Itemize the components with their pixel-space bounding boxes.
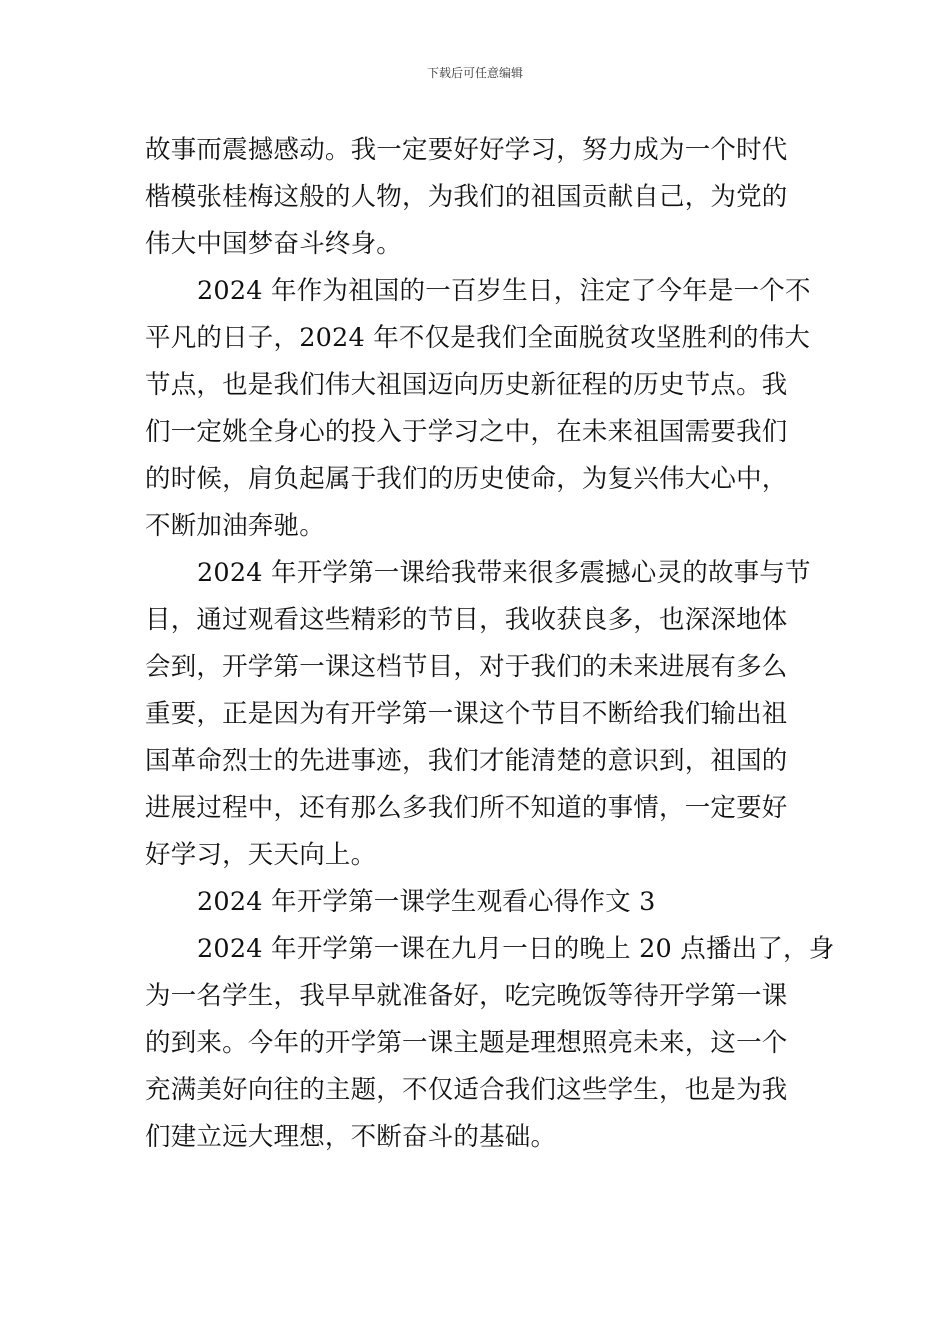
text-line: 故事而震撼感动。我一定要好好学习，努力成为一个时代 [145,135,788,165]
text-line: 不断加油奔驰。 [145,511,325,541]
text-line: 节点，也是我们伟大祖国迈向历史新征程的历史节点。我 [145,370,788,400]
page-header: 下载后可任意编辑 [426,66,523,80]
text-line: 的到来。今年的开学第一课主题是理想照亮未来，这一个 [145,1028,788,1058]
text-line: 好学习，天天向上。 [145,840,377,870]
text-line: 目，通过观看这些精彩的节目，我收获良多，也深深地体 [145,605,788,635]
paragraph-first-line: 2024 年开学第一课在九月一日的晚上 20 点播出了，身 [197,934,835,964]
paragraph-first-line: 2024 年作为祖国的一百岁生日，注定了今年是一个不 [197,276,811,306]
text-line: 会到，开学第一课这档节目，对于我们的未来进展有多么 [145,652,788,682]
text-line: 充满美好向往的主题，不仅适合我们这些学生，也是为我 [145,1075,788,1105]
text-line: 国革命烈士的先进事迹，我们才能清楚的意识到，祖国的 [145,746,788,776]
text-line: 伟大中国梦奋斗终身。 [145,229,403,259]
text-line: 为一名学生，我早早就准备好，吃完晚饭等待开学第一课 [145,981,788,1011]
text-line: 重要，正是因为有开学第一课这个节目不断给我们输出祖 [145,699,788,729]
section-heading: 2024 年开学第一课学生观看心得作文 3 [197,887,656,917]
document-body [145,127,835,1161]
text-line: 们一定姚全身心的投入于学习之中，在未来祖国需要我们 [145,417,788,447]
text-line: 的时候，肩负起属于我们的历史使命，为复兴伟大心中， [145,464,788,494]
text-line: 们建立远大理想，不断奋斗的基础。 [145,1122,557,1152]
text-line: 平凡的日子，2024 年不仅是我们全面脱贫攻坚胜利的伟大 [145,323,811,353]
text-line: 进展过程中，还有那么多我们所不知道的事情，一定要好 [145,793,788,823]
text-line: 楷模张桂梅这般的人物，为我们的祖国贡献自己，为党的 [145,182,788,212]
paragraph-first-line: 2024 年开学第一课给我带来很多震撼心灵的故事与节 [197,558,811,588]
